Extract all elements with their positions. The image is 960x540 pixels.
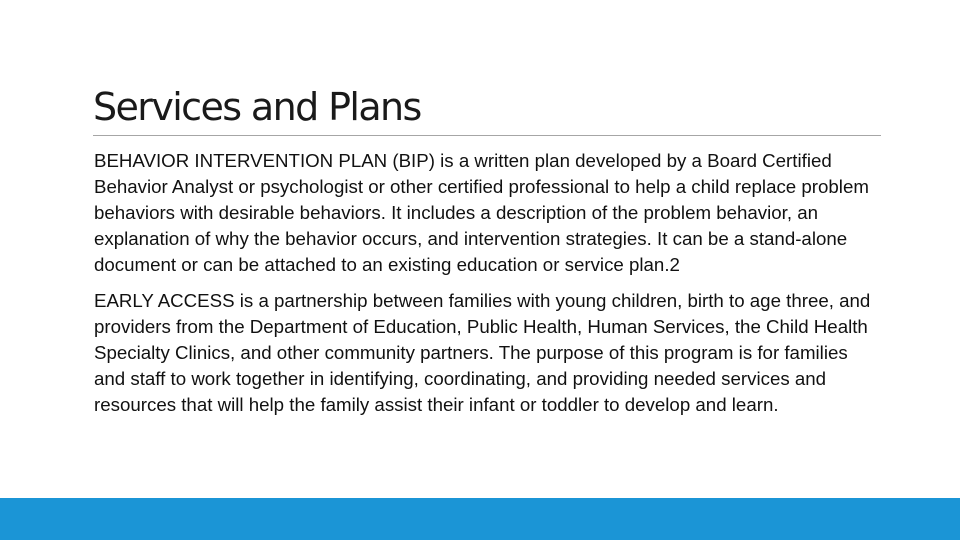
footer-bar xyxy=(0,498,960,540)
term-early-access: EARLY ACCESS xyxy=(94,290,235,311)
slide-body xyxy=(94,148,880,428)
paragraph-bip xyxy=(94,148,880,278)
slide-title: Services and Plans xyxy=(93,85,421,129)
title-divider xyxy=(93,135,881,136)
term-bip: BEHAVIOR INTERVENTION PLAN (BIP) xyxy=(94,150,435,171)
paragraph-early-access xyxy=(94,288,880,418)
paragraph-early-access-text: is a partnership between families with young children, birth to age three, and providers from the Department of Education, Public Health, Human Services, the Child Health Specialty Clinics, and other community partners. The purpose of this program is for families and staff to work together in identifying, coordinating, and providing needed services and resources that will help the family assist their infant or toddler to develop and learn. xyxy=(94,290,871,415)
paragraph-bip-text: is a written plan developed by a Board Certified Behavior Analyst or psychologist or other certified professional to help a child replace problem behaviors with desirable behaviors. It includes a description of the problem behavior, an explanation of why the behavior occurs, and intervention strategies. It can be a stand-alone document or can be attached to an existing education or service plan.2 xyxy=(94,150,869,275)
